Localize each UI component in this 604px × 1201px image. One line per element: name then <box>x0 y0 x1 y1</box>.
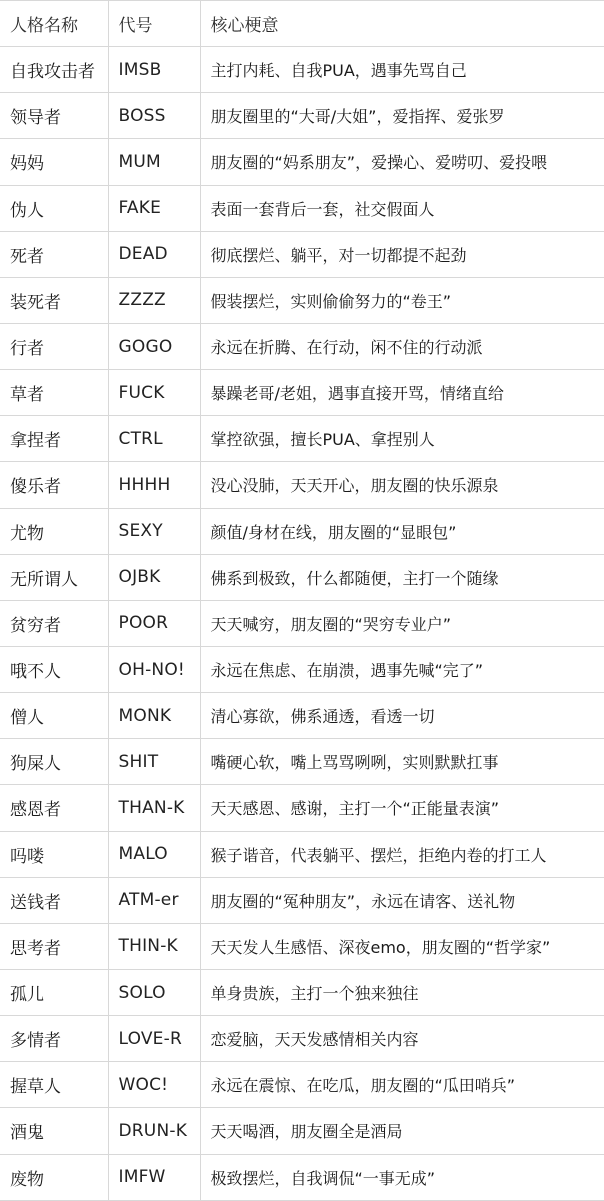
cell-code: MONK <box>108 693 200 739</box>
cell-name: 拿捏者 <box>0 416 108 462</box>
header-row <box>0 1 604 47</box>
table-row <box>0 1154 604 1200</box>
table-row <box>0 693 604 739</box>
cell-code: OH-NO! <box>108 646 200 692</box>
table-row <box>0 1108 604 1154</box>
cell-meaning: 恋爱脑，天天发感情相关内容 <box>200 1016 604 1062</box>
cell-meaning: 颜值/身材在线，朋友圈的“显眼包” <box>200 508 604 554</box>
table-row <box>0 1016 604 1062</box>
cell-meaning: 永远在折腾、在行动，闲不住的行动派 <box>200 323 604 369</box>
cell-code: ATM-er <box>108 877 200 923</box>
cell-code: FUCK <box>108 370 200 416</box>
cell-code: FAKE <box>108 185 200 231</box>
cell-name: 吗喽 <box>0 831 108 877</box>
table-row <box>0 600 604 646</box>
table-row <box>0 508 604 554</box>
cell-name: 死者 <box>0 231 108 277</box>
cell-code: HHHH <box>108 462 200 508</box>
cell-name: 妈妈 <box>0 139 108 185</box>
cell-name: 感恩者 <box>0 785 108 831</box>
cell-meaning: 极致摆烂，自我调侃“一事无成” <box>200 1154 604 1200</box>
table-row <box>0 231 604 277</box>
cell-meaning: 永远在焦虑、在崩溃，遇事先喊“完了” <box>200 646 604 692</box>
cell-code: CTRL <box>108 416 200 462</box>
cell-name: 伪人 <box>0 185 108 231</box>
cell-meaning: 假装摆烂，实则偷偷努力的“卷王” <box>200 277 604 323</box>
cell-code: DEAD <box>108 231 200 277</box>
table-row <box>0 877 604 923</box>
table-row <box>0 923 604 969</box>
table-row <box>0 554 604 600</box>
cell-code: THIN-K <box>108 923 200 969</box>
cell-name: 废物 <box>0 1154 108 1200</box>
cell-code: BOSS <box>108 93 200 139</box>
cell-meaning: 天天感恩、感谢，主打一个“正能量表演” <box>200 785 604 831</box>
cell-name: 送钱者 <box>0 877 108 923</box>
cell-code: SOLO <box>108 969 200 1015</box>
cell-name: 孤儿 <box>0 969 108 1015</box>
cell-code: MUM <box>108 139 200 185</box>
cell-name: 尤物 <box>0 508 108 554</box>
table-row <box>0 416 604 462</box>
cell-meaning: 朋友圈的“冤种朋友”，永远在请客、送礼物 <box>200 877 604 923</box>
cell-meaning: 没心没肺，天天开心，朋友圈的快乐源泉 <box>200 462 604 508</box>
cell-code: GOGO <box>108 323 200 369</box>
cell-name: 多情者 <box>0 1016 108 1062</box>
table-row <box>0 646 604 692</box>
cell-name: 思考者 <box>0 923 108 969</box>
table-row <box>0 370 604 416</box>
table-row <box>0 1062 604 1108</box>
cell-code: WOC! <box>108 1062 200 1108</box>
header-code: 代号 <box>108 1 200 47</box>
cell-name: 草者 <box>0 370 108 416</box>
cell-meaning: 主打内耗、自我PUA，遇事先骂自己 <box>200 47 604 93</box>
cell-name: 僧人 <box>0 693 108 739</box>
table-row <box>0 969 604 1015</box>
table-row <box>0 785 604 831</box>
header-name: 人格名称 <box>0 1 108 47</box>
cell-name: 傻乐者 <box>0 462 108 508</box>
cell-code: IMSB <box>108 47 200 93</box>
cell-meaning: 掌控欲强，擅长PUA、拿捏别人 <box>200 416 604 462</box>
cell-meaning: 表面一套背后一套，社交假面人 <box>200 185 604 231</box>
table-row <box>0 323 604 369</box>
cell-meaning: 清心寡欲，佛系通透，看透一切 <box>200 693 604 739</box>
cell-meaning: 朋友圈的“妈系朋友”，爱操心、爱唠叨、爱投喂 <box>200 139 604 185</box>
cell-code: THAN-K <box>108 785 200 831</box>
cell-meaning: 永远在震惊、在吃瓜，朋友圈的“瓜田哨兵” <box>200 1062 604 1108</box>
table-row <box>0 185 604 231</box>
cell-code: POOR <box>108 600 200 646</box>
cell-name: 狗屎人 <box>0 739 108 785</box>
cell-name: 哦不人 <box>0 646 108 692</box>
header-meaning: 核心梗意 <box>200 1 604 47</box>
table-row <box>0 831 604 877</box>
table-row <box>0 462 604 508</box>
cell-name: 装死者 <box>0 277 108 323</box>
cell-name: 贫穷者 <box>0 600 108 646</box>
table-row <box>0 139 604 185</box>
table-row <box>0 47 604 93</box>
cell-meaning: 嘴硬心软，嘴上骂骂咧咧，实则默默扛事 <box>200 739 604 785</box>
table-row <box>0 739 604 785</box>
cell-name: 无所谓人 <box>0 554 108 600</box>
cell-code: LOVE-R <box>108 1016 200 1062</box>
cell-meaning: 天天喝酒，朋友圈全是酒局 <box>200 1108 604 1154</box>
cell-name: 领导者 <box>0 93 108 139</box>
cell-meaning: 天天发人生感悟、深夜emo，朋友圈的“哲学家” <box>200 923 604 969</box>
cell-code: DRUN-K <box>108 1108 200 1154</box>
cell-name: 自我攻击者 <box>0 47 108 93</box>
table-row <box>0 277 604 323</box>
cell-code: SEXY <box>108 508 200 554</box>
cell-name: 酒鬼 <box>0 1108 108 1154</box>
cell-meaning: 彻底摆烂、躺平，对一切都提不起劲 <box>200 231 604 277</box>
cell-meaning: 天天喊穷，朋友圈的“哭穷专业户” <box>200 600 604 646</box>
cell-code: OJBK <box>108 554 200 600</box>
cell-code: IMFW <box>108 1154 200 1200</box>
cell-code: SHIT <box>108 739 200 785</box>
cell-name: 行者 <box>0 323 108 369</box>
cell-meaning: 佛系到极致，什么都随便，主打一个随缘 <box>200 554 604 600</box>
cell-meaning: 朋友圈里的“大哥/大姐”，爱指挥、爱张罗 <box>200 93 604 139</box>
cell-name: 握草人 <box>0 1062 108 1108</box>
cell-code: MALO <box>108 831 200 877</box>
cell-meaning: 猴子谐音，代表躺平、摆烂，拒绝内卷的打工人 <box>200 831 604 877</box>
cell-meaning: 暴躁老哥/老姐，遇事直接开骂，情绪直给 <box>200 370 604 416</box>
cell-code: ZZZZ <box>108 277 200 323</box>
table-row <box>0 93 604 139</box>
cell-meaning: 单身贵族，主打一个独来独往 <box>200 969 604 1015</box>
